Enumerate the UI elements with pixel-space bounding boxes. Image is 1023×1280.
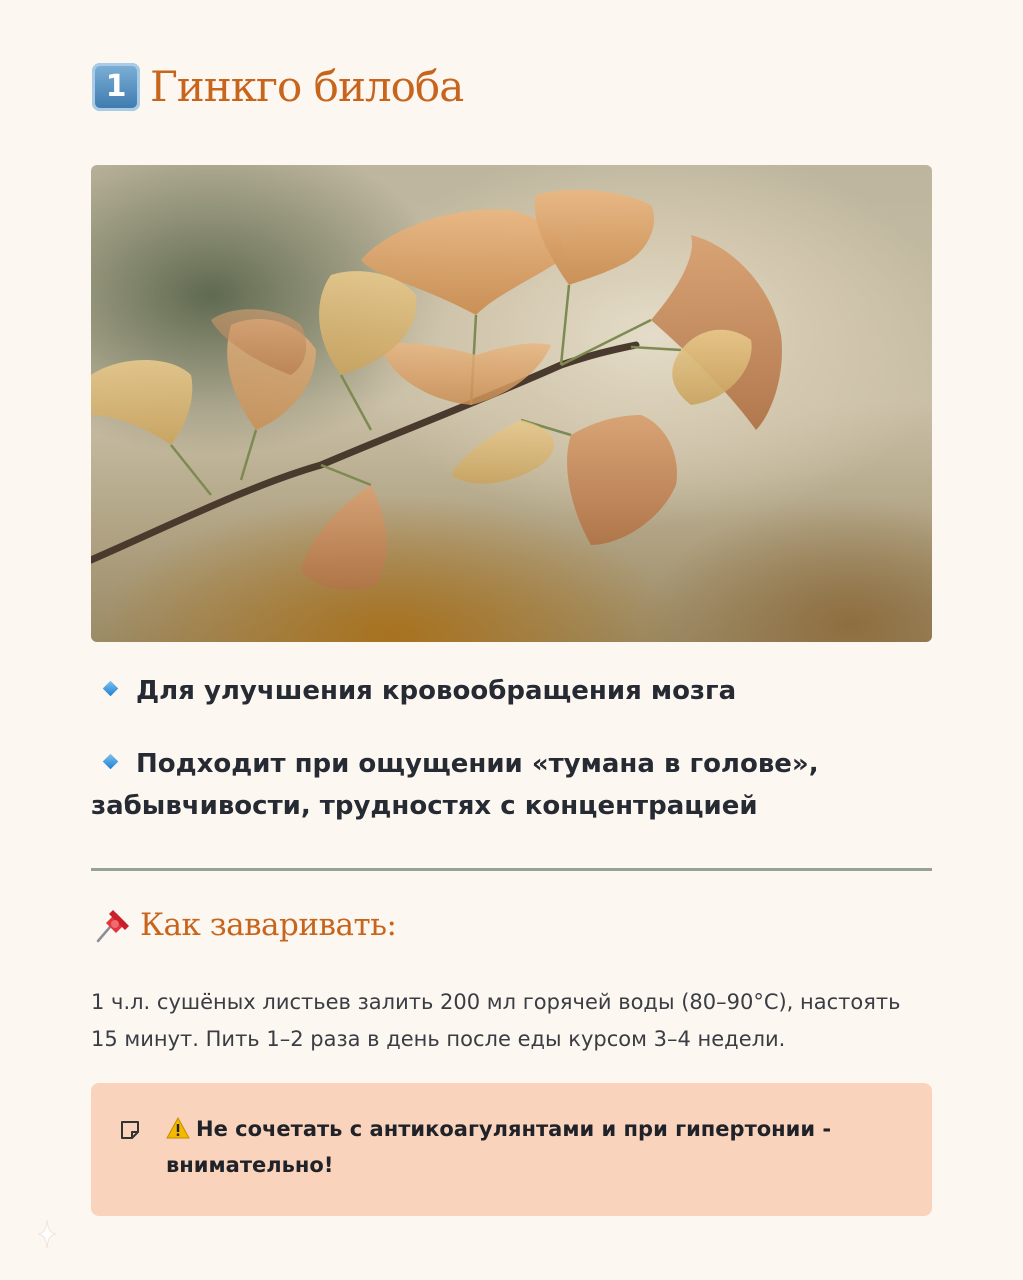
sparkle-icon	[36, 1218, 58, 1250]
brewing-heading	[92, 905, 396, 945]
keycap-one-icon: 1	[92, 63, 140, 111]
brewing-heading-text: Как заваривать:	[140, 907, 397, 943]
benefit-text: Для улучшения кровообращения мозга	[136, 676, 737, 706]
warning-callout	[91, 1083, 932, 1216]
warning-icon	[166, 1117, 190, 1139]
warning-text	[166, 1111, 886, 1183]
page-title-text: Гинкго билоба	[150, 62, 464, 111]
pushpin-icon	[92, 905, 132, 945]
benefit-item	[91, 670, 931, 712]
ginkgo-photo	[91, 165, 932, 642]
warning-message: Не сочетать с антикоагулянтами и при гипертонии - внимательно!	[166, 1117, 832, 1177]
benefit-item	[91, 743, 951, 827]
blue-diamond-icon	[103, 754, 119, 770]
note-icon	[119, 1119, 141, 1141]
divider	[91, 868, 932, 871]
benefit-text: Подходит при ощущении «тумана в голове», забывчивости, трудностях с концентрацией	[91, 749, 819, 821]
page-title	[92, 62, 463, 111]
brewing-instructions: 1 ч.л. сушёных листьев залить 200 мл горячей воды (80–90°C), настоять 15 минут. Пить 1–2 раза в день после еды курсом 3–4 недели.	[91, 990, 901, 1051]
blue-diamond-icon	[103, 681, 119, 697]
